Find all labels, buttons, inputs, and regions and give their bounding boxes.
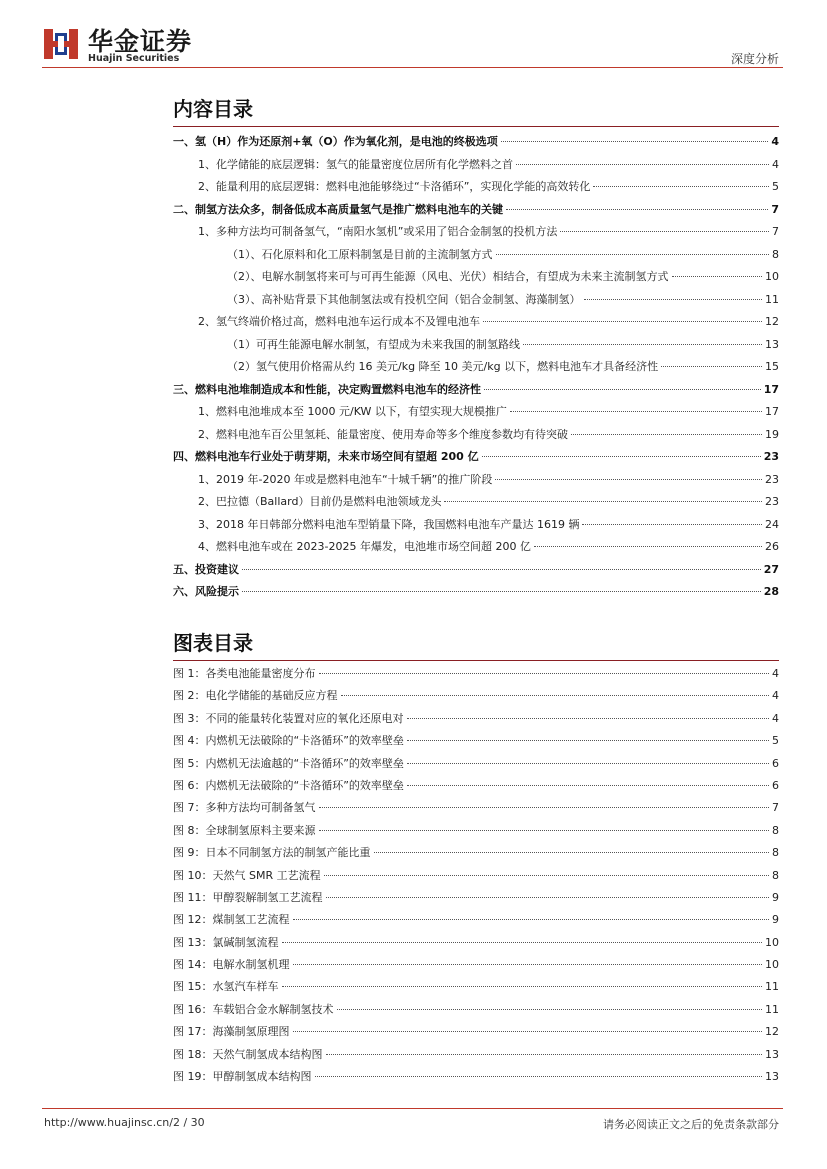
toc-entry-label: 1、燃料电池堆成本至 1000 元/KW 以下，有望实现大规模推广 [198,405,507,418]
leader-dots [319,673,770,674]
toc-entry[interactable] [173,246,779,269]
figure-entry[interactable] [173,687,779,709]
figure-entry-page: 4 [772,667,779,680]
figure-entry-label: 图 10：天然气 SMR 工艺流程 [173,868,321,882]
figure-entry-page: 10 [765,958,779,972]
toc-title: 内容目录 [173,97,253,121]
leader-dots [282,942,763,943]
page-indicator: 2 / 30 [172,1116,205,1129]
figure-entry-label: 图 6：内燃机无法破除的“卡洛循环”的效率壁垒 [173,778,404,792]
figure-entry[interactable] [173,911,779,933]
leader-dots [337,1009,763,1010]
figure-entry-label: 图 19：甲醇制氢成本结构图 [173,1070,312,1084]
leader-dots [407,763,769,764]
figure-entry-page: 5 [772,734,779,748]
leader-dots [584,299,763,300]
figure-entry[interactable] [173,978,779,1000]
figure-entry-page: 9 [772,913,779,927]
toc-entry[interactable] [173,448,779,471]
figure-entry-label: 图 5：内燃机无法逾越的“卡洛循环”的效率壁垒 [173,756,404,770]
leader-dots [315,1076,763,1077]
leader-dots [560,231,769,232]
figure-entry[interactable] [173,1046,779,1068]
table-of-contents [173,133,779,606]
report-type: 深度分析 [730,52,779,66]
figure-entry-page: 8 [772,823,779,837]
toc-entry[interactable] [173,358,779,381]
figure-entry-label: 图 8：全球制氢原料主要来源 [173,823,316,837]
figure-entry-page: 13 [765,1047,779,1061]
toc-entry-page: 7 [772,225,779,238]
footer-url[interactable]: http://www.huajinsc.cn/ [44,1116,173,1129]
figure-entry-page: 8 [772,868,779,882]
leader-dots [242,591,761,592]
figure-entry-page: 6 [772,756,779,770]
toc-entry-page: 27 [763,562,779,576]
toc-entry-label: 1、化学储能的底层逻辑：氢气的能量密度位居所有化学燃料之首 [198,157,513,171]
brand-name-en: Huajin Securities [88,53,180,64]
figure-entry[interactable] [173,710,779,732]
toc-entry[interactable] [173,403,779,426]
leader-dots [510,411,762,412]
figure-entry[interactable] [173,822,779,844]
leader-dots [293,919,770,920]
figure-entry-label: 图 1：各类电池能量密度分布 [173,667,316,680]
toc-entry-page: 15 [765,360,779,373]
toc-entry[interactable] [173,426,779,449]
toc-entry-page: 7 [771,202,779,216]
leader-dots [326,1054,763,1055]
toc-entry[interactable] [173,223,779,246]
figure-entry[interactable] [173,777,779,799]
leader-dots [484,389,761,390]
toc-entry-page: 23 [765,495,779,508]
leader-dots [326,897,770,898]
leader-dots [672,276,763,277]
leader-dots [496,254,770,255]
leader-dots [661,366,762,367]
toc-entry[interactable] [173,313,779,336]
figure-entry[interactable] [173,755,779,777]
toc-entry-label: （1）、石化原料和化工原料制氢是目前的主流制氢方式 [227,247,493,261]
toc-entry-page: 23 [765,472,779,486]
toc-entry-page: 17 [763,382,779,396]
toc-entry-page: 17 [765,405,779,418]
toc-entry-page: 26 [765,540,779,553]
figure-entry-label: 图 4：内燃机无法破除的“卡洛循环”的效率壁垒 [173,734,404,748]
toc-entry-page: 19 [765,427,779,441]
toc-entry-label: （3）、高补贴背景下其他制氢法或有投机空间（铝合金制氢、海藻制氢） [227,292,581,306]
figure-entry[interactable] [173,934,779,956]
toc-entry-label: 一、氢（H）作为还原剂+氧（O）作为氧化剂，是电池的终极选项 [173,135,498,148]
figure-entry-label: 图 18：天然气制氢成本结构图 [173,1047,323,1061]
figure-list [173,665,779,1090]
brand-name-cn: 华金证券 [88,27,193,56]
figure-entry[interactable] [173,867,779,889]
leader-dots [242,569,761,570]
toc-entry-page: 24 [765,517,779,531]
toc-entry-label: 1、2019 年-2020 年或是燃料电池车“十城千辆”的推广阶段 [198,472,493,486]
leader-dots [516,164,769,165]
toc-entry-page: 10 [765,270,779,283]
figure-entry-label: 图 16：车载铝合金水解制氢技术 [173,1002,334,1016]
toc-entry-page: 8 [772,247,779,261]
leader-dots [374,852,770,853]
figure-entry-label: 图 9：日本不同制氢方法的制氢产能比重 [173,846,371,860]
figure-entry-label: 图 2：电化学储能的基础反应方程 [173,689,338,703]
figure-entry-page: 7 [772,801,779,815]
leader-dots [582,524,762,525]
toc-entry[interactable] [173,133,779,156]
leader-dots [293,1031,763,1032]
figure-entry-label: 图 12：煤制氢工艺流程 [173,913,290,927]
figure-entry-label: 图 11：甲醇裂解制氢工艺流程 [173,890,323,904]
figure-entry[interactable] [173,956,779,978]
leader-dots [341,695,770,696]
toc-entry-label: 4、燃料电池车或在 2023-2025 年爆发，电池堆市场空间超 200 亿 [198,540,531,553]
toc-entry-label: 三、燃料电池堆制造成本和性能，决定购置燃料电池车的经济性 [173,382,481,396]
figures-title: 图表目录 [173,631,253,655]
toc-entry[interactable] [173,291,779,314]
leader-dots [324,875,769,876]
figure-entry-page: 11 [765,980,779,994]
leader-dots [483,321,762,322]
leader-dots [571,434,762,435]
leader-dots [593,186,769,187]
figure-entry-label: 图 17：海藻制氢原理图 [173,1025,290,1039]
toc-entry[interactable] [173,268,779,291]
leader-dots [282,986,763,987]
leader-dots [506,209,768,210]
leader-dots [523,344,762,345]
figure-entry-page: 8 [772,846,779,860]
toc-entry-page: 4 [771,135,779,148]
toc-entry-label: （2）、电解水制氢将来可与可再生能源（风电、光伏）相结合，有望成为未来主流制氢方式 [227,270,669,283]
figure-entry-page: 13 [765,1070,779,1084]
toc-entry[interactable] [173,178,779,201]
toc-entry-label: 2、燃料电池车百公里氢耗、能量密度、使用寿命等多个维度参数均有待突破 [198,427,568,441]
figure-entry[interactable] [173,665,779,687]
figure-entry-page: 10 [765,935,779,949]
toc-entry-page: 5 [772,180,779,193]
toc-title-divider [173,126,779,127]
figure-entry-page: 12 [765,1025,779,1039]
leader-dots [501,141,769,142]
toc-entry-label: 2、能量利用的底层逻辑：燃料电池能够绕过“卡洛循环”，实现化学能的高效转化 [198,180,591,193]
figure-entry-label: 图 3：不同的能量转化装置对应的氧化还原电对 [173,711,404,725]
toc-entry-label: 2、巴拉德（Ballard）目前仍是燃料电池领域龙头 [198,495,442,508]
toc-entry[interactable] [173,471,779,494]
toc-entry[interactable] [173,201,779,224]
figure-entry[interactable] [173,732,779,754]
figure-entry-label: 图 14：电解水制氢机理 [173,958,290,972]
figure-entry-label: 图 13：氯碱制氢流程 [173,935,279,949]
figure-entry-page: 11 [765,1002,779,1016]
figure-entry-page: 4 [772,689,779,703]
footer-disclaimer: 请务必阅读正文之后的免责条款部分 [603,1118,779,1131]
figure-entry-page: 9 [772,890,779,904]
toc-entry[interactable] [173,381,779,404]
leader-dots [293,964,763,965]
toc-entry[interactable] [173,516,779,539]
figure-entry[interactable] [173,844,779,866]
toc-entry-label: 五、投资建议 [173,562,239,576]
toc-entry-page: 11 [765,292,779,306]
footer-url-page [44,1116,205,1129]
footer-divider [42,1108,783,1109]
figure-entry[interactable] [173,889,779,911]
toc-entry-page: 28 [763,585,779,598]
figure-entry-page: 4 [772,711,779,725]
leader-dots [495,479,762,480]
toc-entry-label: 2、氢气终端价格过高，燃料电池车运行成本不及锂电池车 [198,315,480,328]
leader-dots [444,501,762,502]
toc-entry-label: 3、2018 年日韩部分燃料电池车型销量下降，我国燃料电池车产量达 1619 辆 [198,517,580,531]
toc-entry-label: 六、风险提示 [173,585,239,598]
toc-entry[interactable] [173,156,779,179]
leader-dots [407,718,770,719]
figure-entry-label: 图 7：多种方法均可制备氢气 [173,801,316,815]
figure-entry[interactable] [173,799,779,821]
leader-dots [407,785,769,786]
leader-dots [319,830,770,831]
toc-entry-label: 二、制氢方法众多，制备低成本高质量氢气是推广燃料电池车的关键 [173,202,503,216]
leader-dots [534,546,762,547]
huajin-logo-icon [44,27,78,61]
figure-entry[interactable] [173,1068,779,1090]
toc-entry-label: （1）可再生能源电解水制氢，有望成为未来我国的制氢路线 [227,337,520,351]
figures-title-divider [173,660,779,661]
toc-entry-label: （2）氢气使用价格需从约 16 美元/kg 降至 10 美元/kg 以下，燃料电池车才具备经济性 [227,360,659,373]
toc-entry-label: 1、多种方法均可制备氢气，“南阳水氢机”或采用了铝合金制氢的投机方法 [198,225,558,238]
header-divider [42,67,783,68]
figure-entry-label: 图 15：水氢汽车样车 [173,980,279,994]
page-header [0,0,827,70]
figure-entry[interactable] [173,1023,779,1045]
figure-entry-page: 6 [772,778,779,792]
toc-entry[interactable] [173,493,779,516]
toc-entry[interactable] [173,583,779,606]
toc-entry-page: 12 [765,315,779,328]
toc-entry-page: 13 [765,337,779,351]
toc-entry-page: 23 [763,450,779,463]
figure-entry[interactable] [173,1001,779,1023]
leader-dots [319,807,770,808]
toc-entry-label: 四、燃料电池车行业处于萌芽期，未来市场空间有望超 200 亿 [173,450,479,463]
toc-entry[interactable] [173,336,779,359]
toc-entry[interactable] [173,538,779,561]
toc-entry-page: 4 [772,157,779,171]
toc-entry[interactable] [173,561,779,584]
leader-dots [407,740,769,741]
leader-dots [482,456,761,457]
